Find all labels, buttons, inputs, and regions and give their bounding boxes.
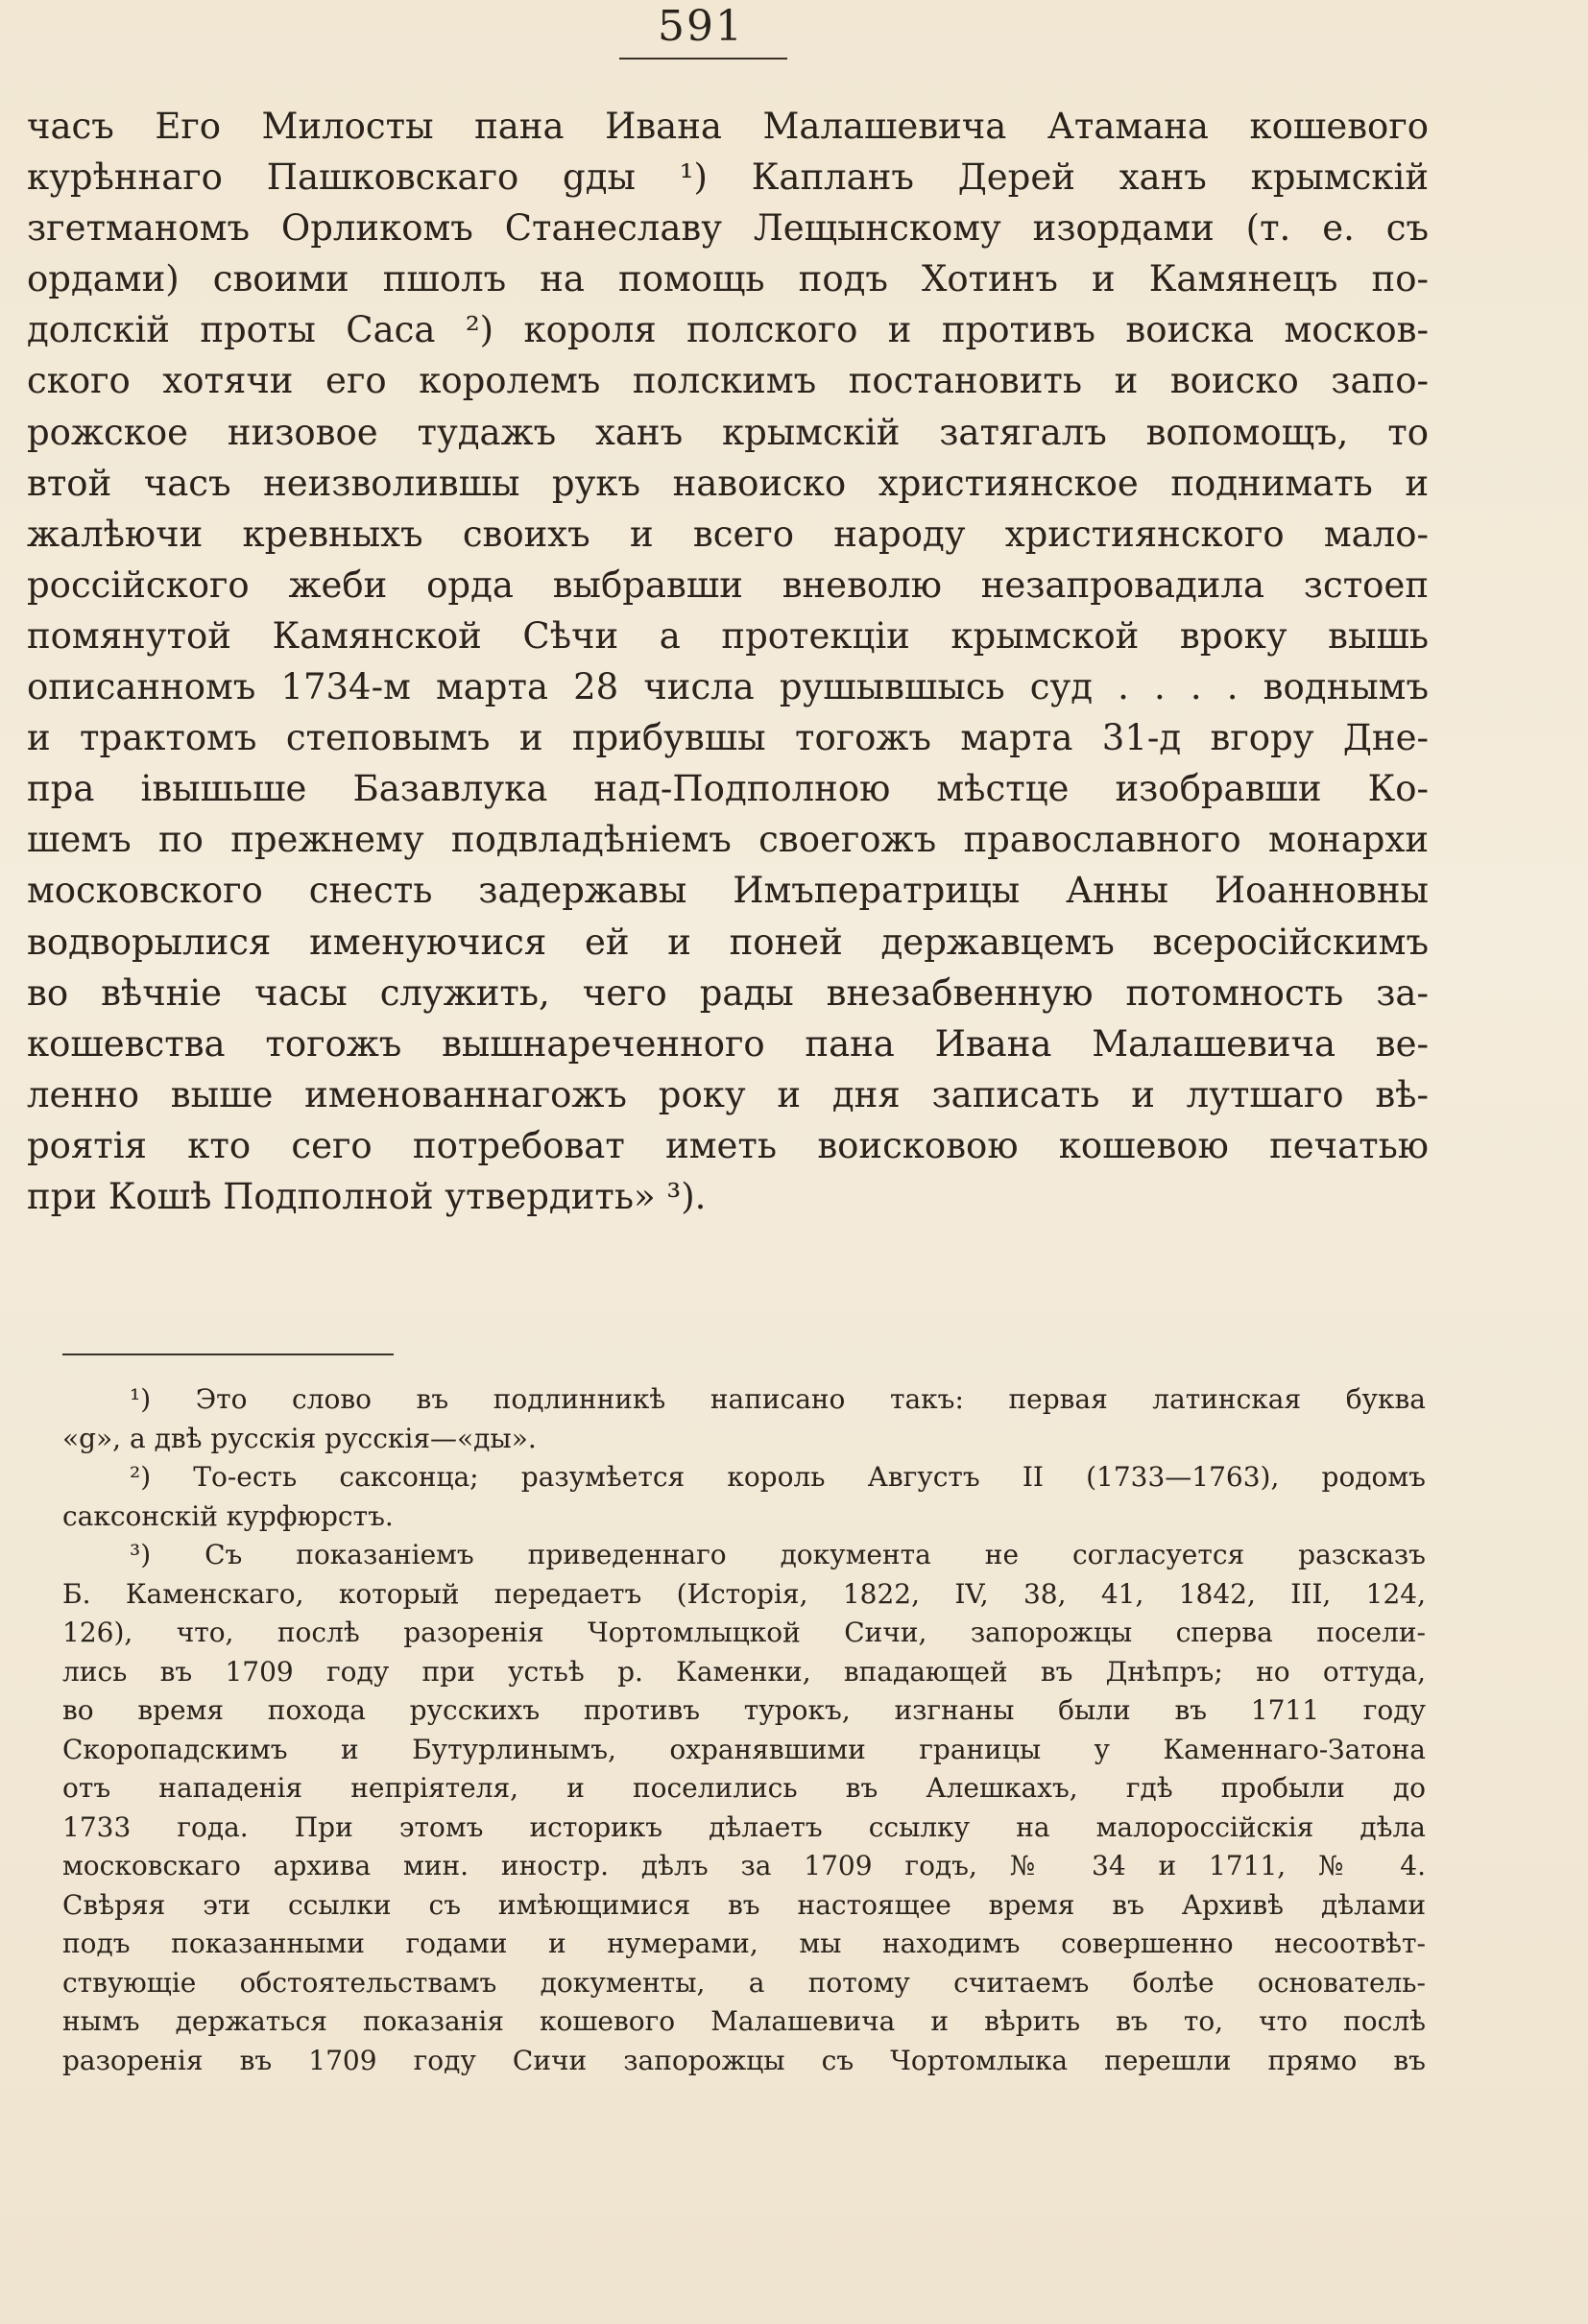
footnote-line: ствующіе обстоятельствамъ документы, а потому считаемъ болѣе основатель- <box>62 1966 1426 1999</box>
text-line: во вѣчніе часы служить, чего рады внезабвенную потомность за- <box>27 971 1429 1014</box>
footnote-1 <box>62 1380 1426 1458</box>
footnote-2 <box>62 1458 1426 1536</box>
text-line: часъ Его Милосты пана Ивана Малашевича Атамана кошевого <box>27 106 1429 147</box>
footnote-line: «g», а двѣ русскія русскія—«ды». <box>62 1422 537 1454</box>
main-text <box>27 101 1429 1222</box>
footnote-line: ¹) Это слово въ подлинникѣ написано такъ: первая латинская буква <box>130 1383 1426 1415</box>
footnote-3 <box>62 1536 1426 2080</box>
footnote-line: во время похода русскихъ противъ турокъ, изгнаны были въ 1711 году <box>62 1694 1426 1726</box>
text-line: ордами) своими пшолъ на помощь подъ Хотинъ и Камянецъ по- <box>27 258 1429 300</box>
footnote-line: ²) То-есть саксонца; разумѣется король Августъ II (1733—1763), родомъ <box>130 1461 1426 1493</box>
footnote-line: Свѣряя эти ссылки съ имѣющимися въ настоящее время въ Архивѣ дѣлами <box>62 1888 1426 1921</box>
footnote-line: лись въ 1709 году при устьѣ р. Каменки, впадающей въ Днѣпръ; но оттуда, <box>62 1655 1426 1688</box>
footnote-line: Б. Каменскаго, который передаетъ (Исторія, 1822, IV, 38, 41, 1842, III, 124, <box>62 1577 1426 1610</box>
text-line: при Кошѣ Подполной утвердить» ³). <box>27 1175 707 1217</box>
footnote-separator <box>62 1354 394 1355</box>
footnote-line: нымъ держаться показанія кошевого Малашевича и вѣрить въ то, что послѣ <box>62 2005 1426 2037</box>
text-line: згетманомъ Орликомъ Станеславу Лещынскому изордами (т. е. съ <box>27 207 1429 250</box>
text-line: роятія кто сего потребоват иметь воисковою кошевою печатью <box>27 1124 1429 1166</box>
footnote-line: ³) Съ показаніемъ приведеннаго документа не согласуется разсказъ <box>130 1539 1426 1570</box>
footnote-line: 1733 года. При этомъ историкъ дѣлаетъ ссылку на малороссійскія дѣла <box>62 1810 1426 1843</box>
footnote-line: Скоропадскимъ и Бутурлинымъ, охранявшими границы у Каменнаго-Затона <box>62 1733 1426 1765</box>
page-number: 591 <box>658 2 744 51</box>
text-line: курѣннаго Пашковскаго gды ¹) Капланъ Дерей ханъ крымскій <box>27 156 1429 199</box>
text-line: рожское низовое тудажъ ханъ крымскій затягалъ вопомощъ, то <box>27 411 1429 453</box>
footnote-line: 126), что, послѣ разоренія Чортомлыцкой Сичи, запорожцы сперва посели- <box>62 1617 1426 1648</box>
text-line: россійского жеби орда выбравши вневолю незапровадила зстоеп <box>27 563 1429 606</box>
text-line: втой часъ неизволившы рукъ навоиско християнское поднимать и <box>27 462 1429 504</box>
text-line: кошевства тогожъ вышнареченного пана Ивана Малашевича ве- <box>27 1022 1429 1065</box>
text-line: долскій проты Саса ²) короля полского и противъ воиска москов- <box>27 309 1429 351</box>
footnote-line: саксонскій курфюрстъ. <box>62 1499 394 1532</box>
page-number-rule <box>619 58 787 60</box>
text-line: водворылися именуючися ей и поней державцемъ всеросійскимъ <box>27 921 1429 963</box>
text-line: шемъ по прежнему подвладѣніемъ своегожъ православного монархи <box>27 819 1429 861</box>
footnotes <box>62 1380 1426 2080</box>
text-line: помянутой Камянской Сѣчи а протекціи крымской вроку вышь <box>27 614 1429 657</box>
text-line: и трактомъ степовымъ и прибувшы тогожъ марта 31-д вгору Дне- <box>27 717 1429 759</box>
text-line: московского снесть задержавы Имъператрицы Анны Иоанновны <box>27 870 1429 912</box>
footnote-line: подъ показанными годами и нумерами, мы находимъ совершенно несоотвѣт- <box>62 1928 1426 1959</box>
footnote-line: разоренія въ 1709 году Сичи запорожцы съ Чортомлыка перешли прямо въ <box>62 2044 1426 2076</box>
footnote-line: отъ нападенія непріятеля, и поселились въ Алешкахъ, гдѣ пробыли до <box>62 1772 1426 1804</box>
footnote-line: московскаго архива мин. иностр. дѣлъ за 1709 годъ, № 34 и 1711, № 4. <box>62 1850 1426 1881</box>
text-line: описанномъ 1734-м марта 28 числа рушывшысь суд . . . . воднымъ <box>27 666 1429 708</box>
text-line: жалѣючи кревныхъ своихъ и всего народу християнского мало- <box>27 513 1429 555</box>
text-line: пра івышьше Базавлука над-Подполною мѣстце изобравши Ко- <box>27 768 1429 810</box>
text-line: ленно выше именованнагожъ року и дня записать и лутшаго вѣ- <box>27 1073 1429 1115</box>
text-line: ского хотячи его королемъ полскимъ постановить и воиско запо- <box>27 360 1429 402</box>
